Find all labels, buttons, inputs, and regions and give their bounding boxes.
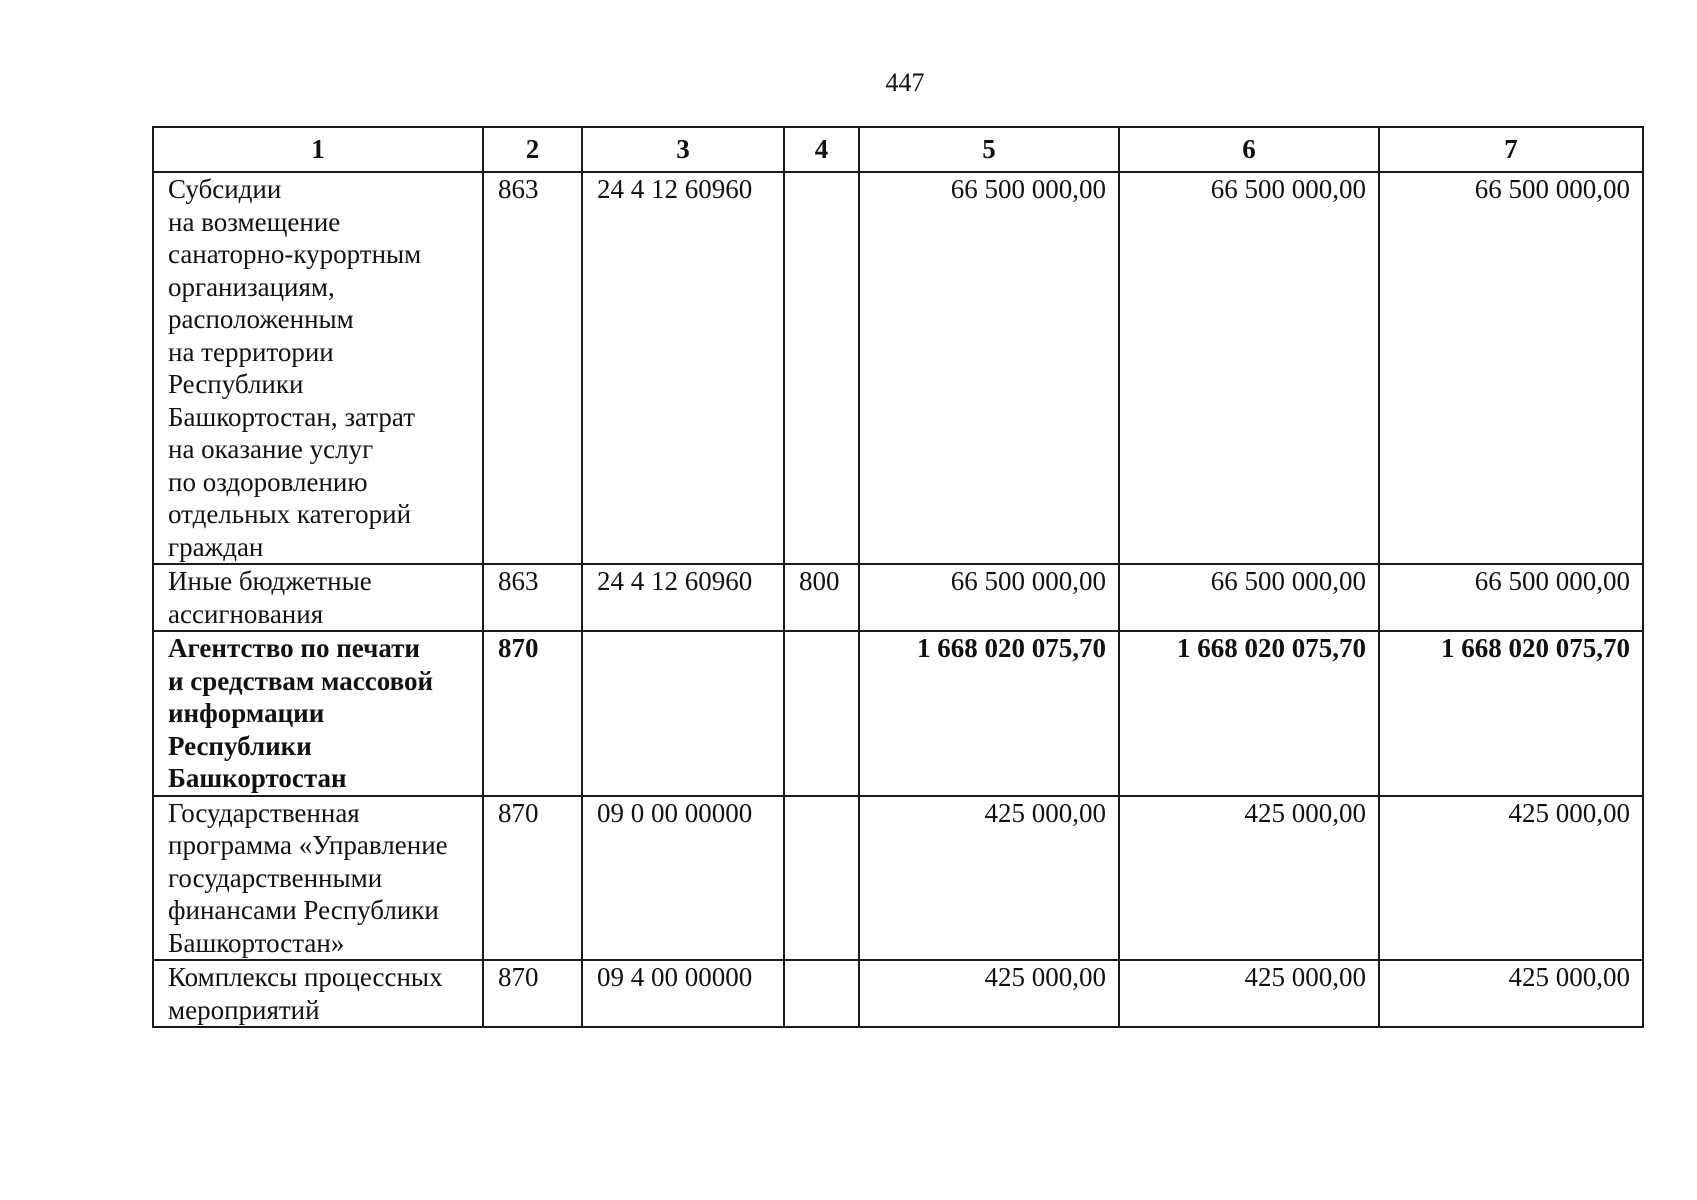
row-name-line: Субсидии — [168, 174, 282, 204]
row-name-cell — [153, 172, 483, 564]
row-col7-cell: 66 500 000,00 — [1379, 172, 1643, 564]
row-col2-cell: 863 — [483, 172, 582, 564]
page-number: 447 — [885, 68, 925, 97]
row-col2-cell: 870 — [483, 960, 582, 1027]
table-body — [153, 172, 1643, 1027]
row-col3-cell: 09 0 00 00000 — [582, 796, 784, 961]
row-col5-cell: 66 500 000,00 — [859, 564, 1119, 631]
header-col-6: 6 — [1119, 127, 1379, 172]
row-name-line: Государственная — [168, 797, 360, 828]
row-name-line: Агентство по печати — [168, 633, 420, 663]
header-col-2: 2 — [483, 127, 582, 172]
row-name-cell — [153, 960, 483, 1027]
row-name-line: финансами Республики — [168, 895, 439, 925]
header-col-1: 1 — [153, 127, 483, 172]
row-name-line: Иные бюджетные — [168, 566, 372, 596]
header-col-7: 7 — [1379, 127, 1643, 172]
row-name-cell — [153, 564, 483, 631]
row-name-line: и средствам массовой — [168, 665, 434, 696]
row-col7-cell: 425 000,00 — [1379, 960, 1643, 1027]
row-col7-cell: 66 500 000,00 — [1379, 564, 1643, 631]
row-name-line: Республики — [168, 369, 304, 399]
row-col4-cell: 800 — [784, 564, 859, 631]
row-name-line: программа «Управление — [168, 830, 448, 860]
header-col-3: 3 — [582, 127, 784, 172]
table-row — [153, 564, 1643, 631]
row-name-line: информации — [168, 698, 325, 728]
row-col7-cell: 425 000,00 — [1379, 796, 1643, 961]
row-col7-cell: 1 668 020 075,70 — [1379, 631, 1643, 796]
row-col6-cell: 66 500 000,00 — [1119, 564, 1379, 631]
row-col4-cell — [784, 960, 859, 1027]
row-name-line: ассигнования — [168, 598, 324, 629]
row-col3-cell: 24 4 12 60960 — [582, 172, 784, 564]
row-name-line: Республики — [168, 730, 312, 761]
row-col6-cell: 1 668 020 075,70 — [1119, 631, 1379, 796]
header-row — [153, 127, 1643, 172]
row-col2-cell: 870 — [483, 796, 582, 961]
table-row — [153, 172, 1643, 564]
row-name-line: Башкортостан, затрат — [168, 401, 415, 432]
row-name-line: Башкортостан» — [168, 927, 345, 958]
row-name-line: граждан — [168, 531, 264, 562]
row-col4-cell — [784, 631, 859, 796]
row-col5-cell: 425 000,00 — [859, 960, 1119, 1027]
header-col-5: 5 — [859, 127, 1119, 172]
row-col5-cell: 1 668 020 075,70 — [859, 631, 1119, 796]
row-name-line: Комплексы процессных — [168, 962, 443, 992]
table-row — [153, 796, 1643, 961]
row-name-line: на возмещение — [168, 206, 341, 237]
row-col5-cell: 66 500 000,00 — [859, 172, 1119, 564]
row-name-cell — [153, 631, 483, 796]
budget-table — [152, 126, 1644, 1028]
table-row — [153, 631, 1643, 796]
row-name-line: санаторно-курортным — [168, 239, 422, 269]
row-name-line: на оказание услуг — [168, 434, 374, 464]
row-col2-cell: 863 — [483, 564, 582, 631]
header-col-4: 4 — [784, 127, 859, 172]
row-name-line: на территории — [168, 336, 334, 367]
row-col6-cell: 66 500 000,00 — [1119, 172, 1379, 564]
row-col6-cell: 425 000,00 — [1119, 796, 1379, 961]
row-col4-cell — [784, 796, 859, 961]
row-col2-cell: 870 — [483, 631, 582, 796]
row-col4-cell — [784, 172, 859, 564]
row-name-line: государственными — [168, 862, 383, 893]
row-name-line: по оздоровлению — [168, 466, 368, 497]
row-col6-cell: 425 000,00 — [1119, 960, 1379, 1027]
row-name-line: отдельных категорий — [168, 499, 412, 529]
row-col3-cell — [582, 631, 784, 796]
table-row — [153, 960, 1643, 1027]
row-name-line: расположенным — [168, 304, 354, 334]
row-col5-cell: 425 000,00 — [859, 796, 1119, 961]
row-name-line: организациям, — [168, 271, 335, 302]
row-name-line: мероприятий — [168, 994, 320, 1025]
row-col3-cell: 24 4 12 60960 — [582, 564, 784, 631]
row-name-cell — [153, 796, 483, 961]
row-col3-cell: 09 4 00 00000 — [582, 960, 784, 1027]
row-name-line: Башкортостан — [168, 763, 347, 793]
